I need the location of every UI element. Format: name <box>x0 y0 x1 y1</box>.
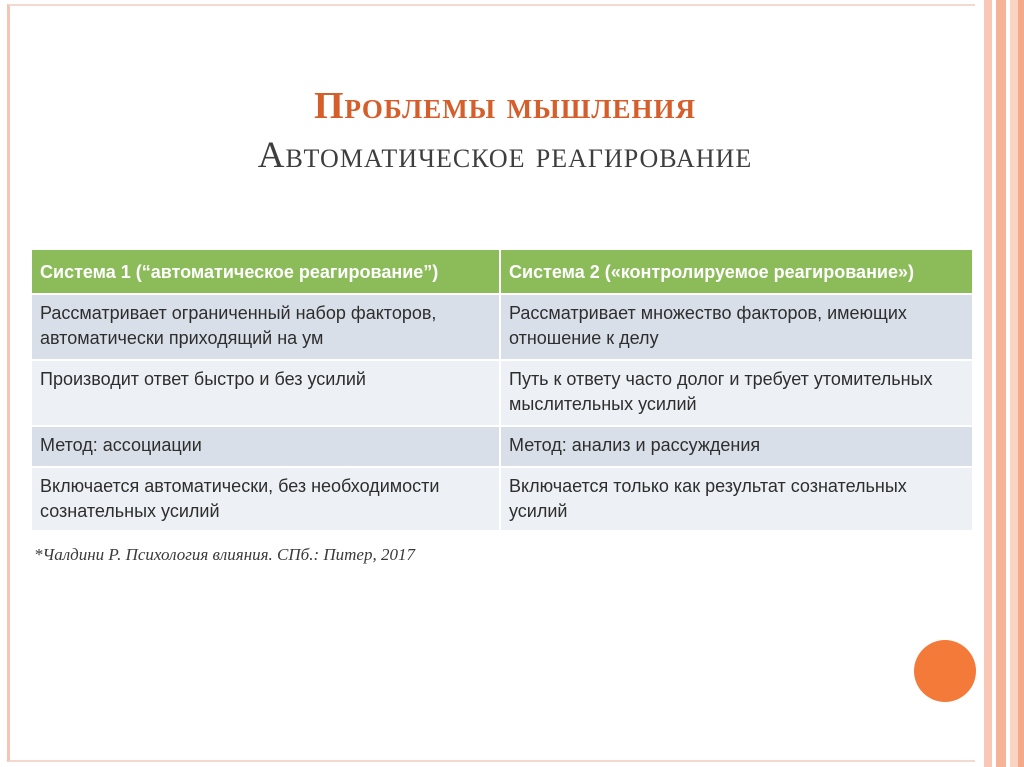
slide-title: Проблемы мышления <box>314 85 696 127</box>
slide-subtitle: Автоматическое реагирование <box>257 135 753 176</box>
orange-circle-decoration <box>914 640 976 702</box>
title-block <box>0 82 1010 182</box>
table-header-system1: Система 1 (“автоматическое реагирование”) <box>32 250 501 295</box>
table-cell: Рассматривает ограниченный набор факторов, автоматически приходящий на ум <box>32 295 501 361</box>
table-cell: Рассматривает множество факторов, имеющих отношение к делу <box>501 295 974 361</box>
comparison-table <box>32 250 974 532</box>
table-header-system2: Система 2 («контролируемое реагирование») <box>501 250 974 295</box>
table-cell: Производит ответ быстро и без усилий <box>32 361 501 427</box>
table-cell: Включается только как результат сознательных усилий <box>501 468 974 532</box>
table-cell: Метод: ассоциации <box>32 427 501 468</box>
table-cell: Метод: анализ и рассуждения <box>501 427 974 468</box>
table-cell: Включается автоматически, без необходимости сознательных усилий <box>32 468 501 532</box>
footnote: *Чалдини Р. Психология влияния. СПб.: Питер, 2017 <box>34 545 415 564</box>
table-cell: Путь к ответу часто долог и требует утомительных мыслительных усилий <box>501 361 974 427</box>
